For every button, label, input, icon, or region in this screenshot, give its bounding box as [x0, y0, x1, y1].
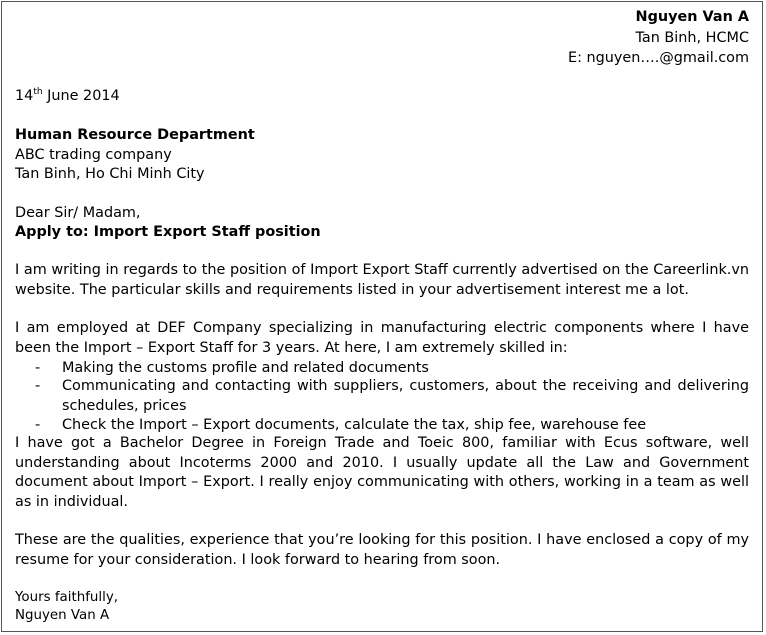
bullet-marker: -	[35, 417, 41, 433]
skill-item: Check the Import – Export documents, calculate the tax, ship fee, warehouse fee	[62, 417, 647, 433]
sender-email: E: nguyen….@gmail.com	[567, 50, 749, 66]
subject-line: Apply to: Import Export Staff position	[15, 224, 321, 240]
signature: Nguyen Van A	[15, 608, 110, 623]
paragraph-intro: I am writing in regards to the position of Import Export Staff currently advertised on the Careerlink.vn website. The particular skills and requirements listed in your advertisement interest me a lot.	[15, 262, 749, 298]
closing-phrase: Yours faithfully,	[15, 590, 119, 605]
date-suffix: th	[33, 87, 43, 97]
paragraph-qualifications: I have got a Bachelor Degree in Foreign Trade and Toeic 800, familiar with Ecus software, well understanding about Incoterms 2000 and 2010. I usually update all the Law and Government document about Import – Export. I really enjoy communicating with others, working in a team as well as in individual.	[15, 435, 749, 510]
sender-address: Tan Binh, HCMC	[635, 30, 749, 46]
bullet-marker: -	[35, 378, 41, 394]
skill-item: Communicating and contacting with suppliers, customers, about the receiving and delivering schedules, prices	[62, 378, 749, 414]
paragraph-experience: I am employed at DEF Company specializing in manufacturing electric components where I have been the Import – Export Staff for 3 years. At here, I am extremely skilled in:	[15, 320, 749, 356]
recipient-company: ABC trading company	[15, 147, 172, 163]
paragraph-closing: These are the qualities, experience that you’re looking for this position. I have enclosed a copy of my resume for your consideration. I look forward to hearing from soon.	[15, 532, 749, 568]
date-rest: June 2014	[42, 88, 120, 104]
skill-item: Making the customs profile and related documents	[62, 360, 429, 376]
recipient-department: Human Resource Department	[15, 127, 255, 143]
salutation: Dear Sir/ Madam,	[15, 205, 141, 221]
letter-date	[15, 86, 120, 106]
date-day: 14	[15, 88, 34, 104]
bullet-marker: -	[35, 360, 41, 376]
recipient-city: Tan Binh, Ho Chi Minh City	[15, 166, 205, 182]
sender-name: Nguyen Van A	[635, 9, 749, 25]
